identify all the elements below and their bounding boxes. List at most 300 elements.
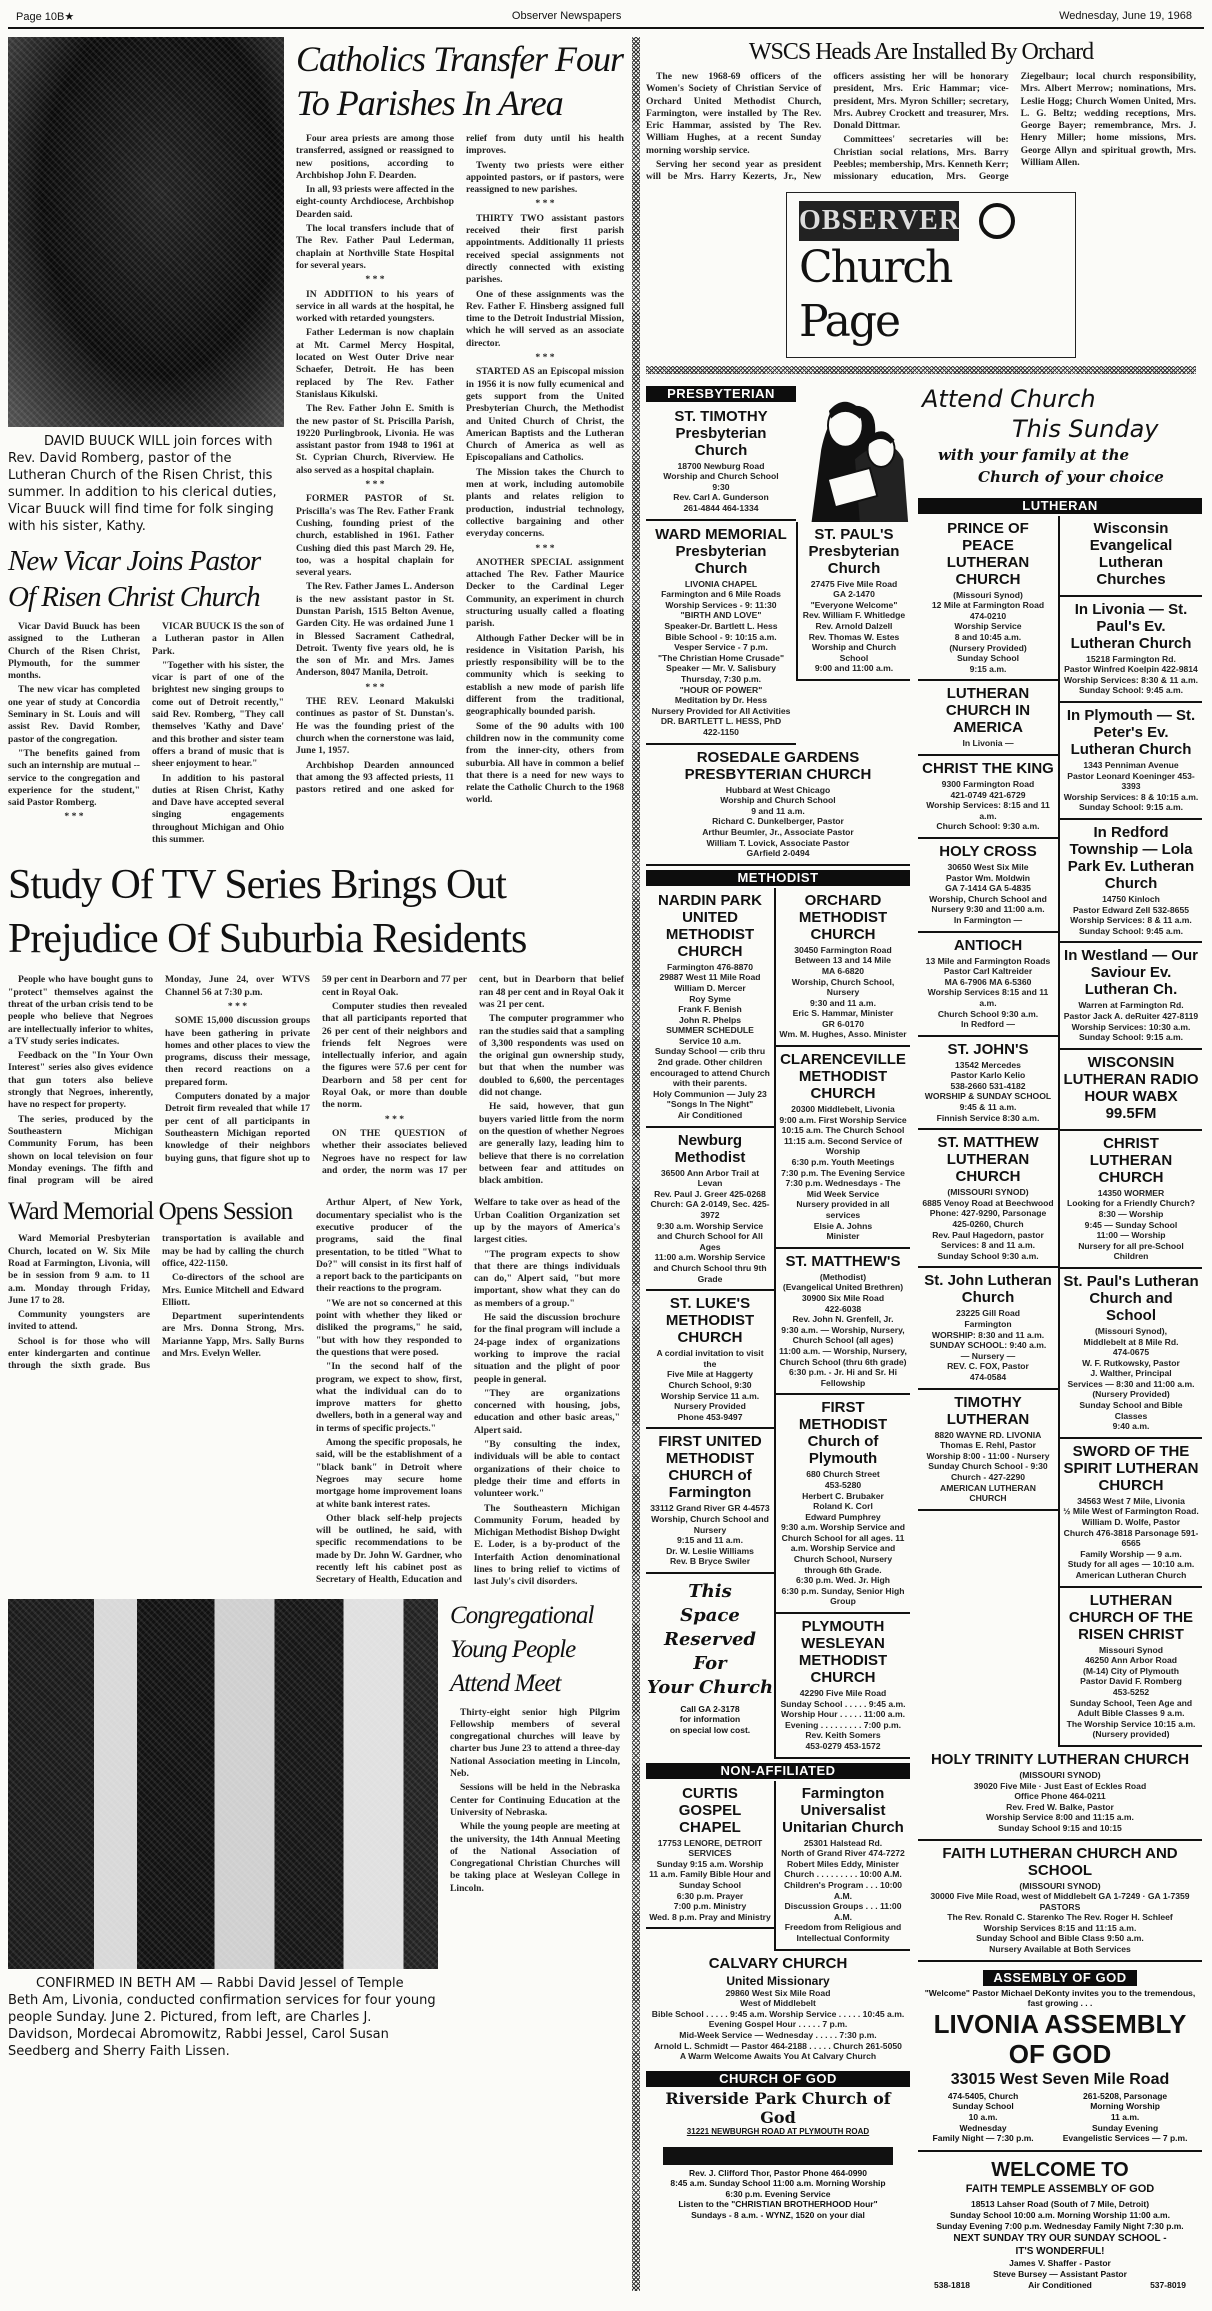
listing-line: A Warm Welcome Awaits You At Calvary Church xyxy=(679,2051,877,2062)
methodist-left-column xyxy=(646,888,774,1574)
page-body xyxy=(0,37,1212,2311)
listing-line: Richard C. Dunkelberger, Pastor xyxy=(712,816,844,827)
listing-line: 9:30 a.m. Worship Service and Church School for All Ages xyxy=(656,1220,764,1252)
listing-line: 11:00 a.m. — Worship, Nursery, Church School (thru 6th grade) xyxy=(779,1345,907,1367)
presbyterian-top xyxy=(646,382,910,522)
listing-line: 29887 West 11 Mile Road xyxy=(659,972,761,983)
article-paragraph: Feedback on the "In Your Own Interest" series also gives evidence that gun toters also believe strongly that Negroes, inherently, have no respect for property. xyxy=(8,1050,153,1111)
church-name: Riverside Park Church of God xyxy=(665,2088,891,2127)
church-name: Newburg Methodist xyxy=(674,1131,746,1166)
article-paragraph: The Rev. Father John E. Smith is the new pastor of St. Priscilla Parish, 19220 Purlingbrook, Livonia. He was assistant pastor from 1948 to 1961 at St. Cyprian Church, Riverview. He also served as a hospital chaplain. xyxy=(296,403,454,476)
info-line: Rev. J. Clifford Thor, Pastor Phone 464-0990 xyxy=(689,2167,867,2178)
church-name: CLARENCEVILLE METHODIST CHURCH xyxy=(780,1051,906,1103)
listing-line: Church School, 9:30 xyxy=(668,1379,752,1390)
listing-line: Worship Services - 9: 11:30 xyxy=(665,599,777,610)
article-paragraph: Computer studies then revealed that all participants reported that 26 per cent of their neighbors and friends felt Negroes were intellectually inferior, and again the figures were 57.6 per cent for Dearborn and 58 per cent for Royal Oak, or more than double the norm. xyxy=(322,1000,467,1111)
lower-stories xyxy=(8,1197,624,1588)
article-paragraph: "They are organizations concerned with housing, jobs, education and other basic areas," Alpert said. xyxy=(474,1387,620,1436)
beth-am-story xyxy=(8,1599,438,2068)
listing-line: Sunday School, Teen Age and Adult Bible Classes 9 a.m. xyxy=(1069,1697,1193,1719)
church-subtitle: United Missionary xyxy=(726,1973,830,1988)
listing-line: Church School 9:30 a.m. xyxy=(937,1008,1039,1019)
church-page-title: Church Page xyxy=(799,241,952,347)
congregational-article xyxy=(450,1707,620,1895)
listing-line: WORSHIP & SUNDAY SCHOOL xyxy=(924,1091,1052,1102)
church-name: ROSEDALE GARDENS PRESBYTERIAN CHURCH xyxy=(684,748,872,783)
listing-line: Worship Service xyxy=(954,621,1022,632)
info-line: 8:45 a.m. Sunday School 11:00 a.m. Morning Worship xyxy=(670,2178,886,2189)
listing-line: Sunday School 9:30 a.m. xyxy=(937,1250,1039,1261)
listing-line: 46250 Ann Arbor Road xyxy=(1084,1655,1177,1666)
section-church-of-god: CHURCH OF GOD xyxy=(646,2071,910,2087)
listing-line: 42290 Five Mile Road xyxy=(799,1688,887,1699)
listing-line: Sunday School and Bible Class 9:50 a.m. xyxy=(976,1933,1144,1944)
listing-line: 14350 WORMER xyxy=(1097,1187,1165,1198)
church-listing xyxy=(776,1249,910,1396)
divider xyxy=(918,2150,1202,2152)
article-paragraph: Serving her second year as president will be Mrs. Harry Kezerts, Jr., New officers assisting her will be honorary president, Mrs. Eric Hammar; vice-president, Mrs. Myron Schiller; secretary, Mrs. Aubrey Crockett and treasurer, Mrs. Donald Dittmar. xyxy=(646,71,1009,183)
church-name: ST. MATTHEW LUTHERAN CHURCH xyxy=(937,1134,1039,1186)
listing-line: AMERICAN LUTHERAN CHURCH xyxy=(940,1482,1036,1504)
article-paragraph: The Southeastern Michigan Community Forum, headed by Michigan Methodist Bishop Dwight E. Loder, is a by-product of the Interfaith Action denominational lines to bring relief to victims of last July's civil disorders. xyxy=(474,1502,620,1588)
listing-line: 474-0675 xyxy=(1112,1347,1150,1358)
listing-line: The Worship Service 10:15 a.m. xyxy=(1066,1718,1196,1729)
listing-line: GR 6-0170 xyxy=(821,1018,865,1029)
listing-line: "Everyone Welcome" xyxy=(810,599,898,610)
paper-name: Observer Newspapers xyxy=(511,10,622,22)
listing-line: Bible School . . . . . 9:45 a.m. Worship Service . . . . . 10:45 a.m. xyxy=(651,2008,905,2019)
church-directory xyxy=(646,382,1199,2291)
article-paragraph: Committees' secretaries will be: Christian social relations, Mrs. Barry Peebles; membership, Mrs. Kenneth Kerr; missionary education, Mrs. George Ziegelbaur; local church responsibility, Mrs. Albert Merrow; nominations, Mrs. Leslie Hogg; Church Women United, Mrs. L. G. Beltz; wedding receptions, Mrs. George Bayer; remembrance, Mrs. J. Henry Miller; home missions, Mrs. George Allyn and spiritual growth, Mrs. William Allen. xyxy=(833,71,1196,183)
listing-line: Worship Services: 8 & 11 a.m. xyxy=(1070,915,1192,926)
listing-line: J. Walther, Principal xyxy=(1090,1368,1172,1379)
listing-line: 30650 West Six Mile xyxy=(947,861,1029,872)
listing-line: Nursery for all pre-School Children xyxy=(1078,1240,1184,1262)
listing-line: Five Mile at Haggerty xyxy=(667,1369,753,1380)
church-name: St. John Lutheran Church xyxy=(924,1272,1052,1307)
listing-line: Evening . . . . . . . . . 7:00 p.m. xyxy=(784,1719,902,1730)
listing-line: Study for all ages — 10:10 a.m. xyxy=(1067,1559,1195,1570)
vicar-article xyxy=(8,621,284,846)
ward-memorial-headline: Ward Memorial Opens Session xyxy=(8,1198,293,1226)
church-name: Farmington Universalist Unitarian Church xyxy=(782,1784,904,1836)
church-name: OF GOD xyxy=(1008,2038,1112,2069)
church-listing xyxy=(646,1429,774,1574)
article-paragraph: The new 1968-69 officers of the Women's Society of Christian Service of Orchard United Methodist Church, Farmington, were installed by The Rev. Eric Hammar, assisted by The Rev. William Hughes, at a recent Sunday morning worship service. xyxy=(646,71,822,156)
listing-line: Minister xyxy=(826,1231,860,1242)
listing-line: Worship Services: 10:30 a.m. xyxy=(1071,1021,1191,1032)
listing-line: (Nursery Provided) xyxy=(1092,1389,1170,1400)
listing-line: "HOUR OF POWER" xyxy=(679,684,763,695)
article-paragraph: ON THE QUESTION of whether their associates believed Negroes have no respect for law and order, the norm was 17 per cent, but in Dearborn that belief ran 48 per cent and in Royal Oak it was 21 per cent. xyxy=(322,974,624,1176)
article-paragraph: THE REV. Leonard Makulski continues as pastor of St. Dunstan's. He was the founding priest of the church when the cornerstone was laid, June 1, 1957. xyxy=(296,696,454,757)
listing-line: Dr. W. Leslie Williams xyxy=(666,1545,754,1556)
church-riverside-park xyxy=(646,2089,910,2221)
church-name: FIRST UNITED METHODIST CHURCH of Farmington xyxy=(658,1433,762,1502)
listing-line: In Farmington — xyxy=(953,914,1023,925)
church-name: LUTHERAN CHURCH OF THE RISEN CHRIST xyxy=(1068,1591,1194,1643)
section-separator: * * * xyxy=(365,274,385,286)
listing-line: Nursery Provided xyxy=(674,1401,746,1412)
listing-line: "The Christian Home Crusade" xyxy=(657,652,785,663)
listing-line: 34563 West 7 Mile, Livonia xyxy=(1077,1495,1185,1506)
listing-line: Church 476-3818 Parsonage 591-6565 xyxy=(1063,1527,1199,1549)
listing-line: Sunday School — crib thru 2nd grade. Other children encouraged to attend Church with their parents. xyxy=(650,1046,770,1089)
article-paragraph: Community youngsters are invited to attend. xyxy=(8,1309,150,1333)
listing-line: 422-6038 xyxy=(824,1303,862,1314)
reserved-phone: Call GA 2-3178 xyxy=(680,1703,740,1714)
church-listing xyxy=(1060,703,1202,820)
article-paragraph: Four area priests are among those transferred, assigned or reassigned to new positions, according to Archbishop John F. Dearden. xyxy=(296,133,454,181)
article-paragraph: "By consulting the index, individuals will be able to contact organizations of their choice to pledge their time and efforts in volunteer work." xyxy=(474,1439,620,1500)
listing-line: GArfield 2-0494 xyxy=(746,848,810,859)
listing-line: 6:30 p.m. Prayer xyxy=(676,1890,744,1901)
article-paragraph: SOME 15,000 discussion groups have been gathering in private homes and other places to view the programs, discuss their message, then record reactions on a prepared form. xyxy=(165,1015,310,1088)
listing-line: A cordial invitation to visit the xyxy=(656,1348,764,1369)
tv-study-article-top xyxy=(8,974,624,1187)
article-paragraph: The local transfers include that of The Rev. Father Paul Lederman, chaplain at Northville State Hospital for several years. xyxy=(296,223,454,271)
article-paragraph: The Rev. Father James L. Anderson is the new assistant pastor in St. Dunstan Parish, 1515 Belton Avenue, Garden City. He was ordained June 1 in Blessed Sacrament Cathedral, Detroit. Twenty five years old, he is the son of Mr. and Mrs. James Anderson, 8047 Manila, Detroit. xyxy=(296,581,454,679)
congregational-story xyxy=(450,1599,620,1897)
listing-line: Freedom from Religious and Intellectual Conformity xyxy=(784,1922,902,1943)
listing-line: Sunday School . . . . . 9:45 a.m. xyxy=(780,1698,906,1709)
listing-line: Speaker — Mr. V. Salisbury xyxy=(665,663,777,674)
church-name: In Westland — Our Saviour Ev. Lutheran Ch. xyxy=(1064,947,1198,999)
listing-line: SUNDAY SCHOOL: 9:40 a.m. xyxy=(929,1340,1047,1351)
listing-line: Wed. 8 p.m. Pray and Ministry xyxy=(649,1911,771,1922)
church-listing xyxy=(776,1614,910,1759)
reserved-info: on special low cost. xyxy=(669,1725,751,1736)
listing-line: 6:30 p.m. Youth Meetings xyxy=(791,1157,895,1168)
listing-line: Rev. Fred W. Balke, Pastor xyxy=(1006,1801,1114,1812)
listing-line: Roy Syme xyxy=(689,993,731,1004)
beth-am-confirmation-photo xyxy=(8,1599,438,1969)
listing-line: 7:00 p.m. Ministry xyxy=(673,1901,747,1912)
church-listing xyxy=(918,1841,1202,1962)
wscs-article xyxy=(646,71,1196,184)
listing-line: — Nursery — xyxy=(960,1350,1016,1361)
listing-line: (MISSOURI SYNOD) xyxy=(947,1187,1029,1198)
bottom-stories xyxy=(8,1599,624,2068)
listing-line: Pastor David F. Romberg xyxy=(1080,1676,1182,1687)
presbyterian-middle xyxy=(646,522,910,745)
listing-line: Rev. Arnold Dalzell xyxy=(815,621,893,632)
listing-line: Hubbard at West Chicago xyxy=(725,784,831,795)
church-listing xyxy=(918,516,1058,682)
listing-line: 30000 Five Mile Road, west of Middlebelt GA 1-7249 · GA 1-7359 xyxy=(930,1891,1190,1902)
listing-line: (Missouri Synod), xyxy=(1094,1325,1168,1336)
church-name: ANTIOCH xyxy=(953,936,1023,954)
listing-line: Family Worship — 9 a.m. xyxy=(1080,1548,1182,1559)
listing-line: (M-14) City of Plymouth xyxy=(1083,1665,1179,1676)
church-listing xyxy=(1060,1588,1202,1747)
section-separator: * * * xyxy=(535,352,555,364)
methodist-listings xyxy=(646,888,910,1759)
section-methodist: METHODIST xyxy=(646,870,910,886)
listing-line: 7:30 p.m. The Evening Service xyxy=(781,1167,905,1178)
church-name: CHRIST LUTHERAN CHURCH xyxy=(1089,1134,1173,1186)
listing-line: Arthur Beumler, Jr., Associate Pastor xyxy=(702,826,854,837)
listing-line: Edward Pumphrey xyxy=(805,1511,881,1522)
listing-line: William D. Mercer xyxy=(674,982,746,993)
headline-line: To Parishes In Area xyxy=(296,83,563,123)
listing-line: Pastor Karlo Kelio xyxy=(950,1070,1026,1081)
article-paragraph: STARTED AS an Episcopal mission in 1956 it is now fully ecumenical and gets support from the United Presbyterian Church, the Methodist and United Church of Christ, the American Baptists and the Lutheran Church of America as well as Episcopalians and Catholics. xyxy=(466,366,624,464)
listing-line: DR. BARTLETT L. HESS, PhD xyxy=(660,716,782,727)
listing-line: Nursery Provided for All Activities xyxy=(651,705,791,716)
listing-line: Speaker-Dr. Bartlett L. Hess xyxy=(664,621,778,632)
listing-line: MA 6-6820 xyxy=(821,965,865,976)
church-name: LUTHERAN CHURCH IN AMERICA xyxy=(945,685,1031,737)
listing-line: 11 a.m. Family Bible Hour and Sunday School xyxy=(649,1869,771,1890)
church-calvary xyxy=(646,1951,910,2067)
article-paragraph: The computer programmer who ran the studies said that a sampling of 3,300 respondents was used on the original gun ownership study, but that when the number was doubled to 6,600, the percentages did not change. xyxy=(479,1013,624,1099)
church-listing xyxy=(918,756,1058,839)
article-paragraph: ANOTHER SPECIAL assignment attached The Rev. Father Maurice Decker to the Cardinal Leger Community, an experiment in church structuring usually called a floating parish. xyxy=(466,556,624,630)
church-name: In Livonia — St. Paul's Ev. Lutheran Church xyxy=(1070,600,1192,652)
listing-line: 29860 West Six Mile Road xyxy=(725,1987,831,1998)
listing-line: Arnold L. Schmidt — Pastor 464-2188 . . . . . Church 261-5050 xyxy=(654,2040,902,2051)
listing-line: 11:15 a.m. Second Service of Worship xyxy=(784,1135,902,1157)
church-name: HOLY CROSS xyxy=(939,842,1037,860)
church-listing xyxy=(918,1747,1202,1841)
section-separator: * * * xyxy=(227,1000,248,1012)
church-listing xyxy=(918,839,1058,933)
methodist-left-wrap xyxy=(646,888,774,1742)
article-paragraph: Among the specific proposals, he said, will be the establishment of a "black bank" in Detroit where Negroes may secure home mortgage home improvement loans at white bank interest rates. xyxy=(316,1437,462,1510)
lutheran-right-column xyxy=(1058,516,1202,1747)
tv-study-continued-story xyxy=(316,1197,620,1588)
article-paragraph: Some of the 90 adults with 100 children now in the community come from the inner-city, others from suburbia. All have in common a belief that there is a need for new ways to relate the Catholic Church to the 1968 world. xyxy=(466,720,624,806)
listing-line: Rev. Paul Hagedorn, pastor xyxy=(932,1229,1044,1240)
church-name: FAITH TEMPLE ASSEMBLY OF GOD xyxy=(965,2182,1155,2195)
tv-study-headline xyxy=(8,858,624,966)
listing-line: Worship Services: 8:15 and 11 a.m. xyxy=(926,800,1050,821)
listing-line: Worship, Church School and Nursery xyxy=(651,1513,769,1535)
church-name: In Redford Township — Lola Park Ev. Lutheran Church xyxy=(1067,824,1195,893)
listing-line: Sunday 9:15 a.m. Worship xyxy=(656,1858,764,1869)
article-paragraph: Department superintendents are Mrs. Donna Strong, Mrs. Marianne Yapp, Mrs. Sally Burns and Mrs. Evelyn Weller. xyxy=(162,1311,304,1360)
church-listing xyxy=(776,888,910,1047)
listing-line: "BIRTH AND LOVE" xyxy=(680,610,762,621)
listing-line: Air Conditioned xyxy=(677,1110,743,1121)
church-name: Wisconsin Evangelical Lutheran Churches xyxy=(1089,519,1173,588)
church-listing xyxy=(1060,516,1202,597)
listing-line: 15218 Farmington Rd. xyxy=(1086,653,1176,664)
listing-line: WORSHIP: 8:30 and 11 a.m. xyxy=(931,1329,1045,1340)
headline-line: Prejudice Of Suburbia Residents xyxy=(8,916,527,963)
church-listing xyxy=(646,1128,774,1292)
church-listing xyxy=(646,522,796,745)
listing-line: Eric S. Hammar, Minister xyxy=(792,1008,894,1019)
listing-line: 27475 Five Mile Road xyxy=(810,578,898,589)
church-name: HOLY TRINITY LUTHERAN CHURCH xyxy=(930,1750,1190,1768)
listing-line: Phone 453-9497 xyxy=(677,1411,743,1422)
article-paragraph: One of these assignments was the Rev. Father F. Hinsberg assigned full time to the Detroit Industrial Mission, which he will served as an associate director. xyxy=(466,288,624,349)
listing-line: 13542 Mercedes xyxy=(955,1059,1021,1070)
article-paragraph: The Mission takes the Church to men at work, including automobile plants and relates religion to production, industrial technology, collective bargaining and other everyday concerns. xyxy=(466,466,624,540)
listing-line: 33112 Grand River GR 4-4573 xyxy=(650,1503,770,1514)
church-name: ORCHARD METHODIST CHURCH xyxy=(798,891,888,943)
church-name: ST. PAUL'S Presbyterian Church xyxy=(808,525,900,577)
church-listing xyxy=(646,888,774,1128)
listing-line: Rev. Keith Somers xyxy=(805,1730,881,1741)
listing-line: 39020 Five Mile · Just East of Eckles Road xyxy=(973,1780,1147,1791)
church-listing xyxy=(798,522,910,681)
headline-line: Of Risen Christ Church xyxy=(8,581,260,613)
listing-line: Pastor Winfred Koelpin 422-9814 xyxy=(1064,664,1198,675)
listing-line: SERVICES xyxy=(688,1848,732,1859)
church-name: In Plymouth — St. Peter's Ev. Lutheran Church xyxy=(1066,707,1196,759)
listing-line: 14750 Kinloch xyxy=(1102,894,1160,905)
listing-line: Sunday School: 9:45 a.m. xyxy=(1078,685,1184,696)
listing-line: Church - 427-2290 xyxy=(950,1471,1026,1482)
church-listing xyxy=(1060,1439,1202,1588)
listing-line: Robert Miles Eddy, Minister xyxy=(786,1858,900,1869)
observer-logo: OBSERVER xyxy=(799,201,959,241)
church-name: CURTIS GOSPEL CHAPEL xyxy=(678,1784,742,1836)
article-paragraph: "In the second half of the program, we expect to show, first, what the individual can do to improve matters for ghetto dwellers, both in a general way and in terms of specific projects." xyxy=(316,1361,462,1434)
listing-line: Service 10 a.m. xyxy=(678,1035,742,1046)
zigzag-border xyxy=(632,37,640,2291)
church-name: WARD MEMORIAL Presbyterian Church xyxy=(655,525,787,577)
beth-am-photo-caption: CONFIRMED IN BETH AM — Rabbi David Jessel of Temple Beth Am, Livonia, conducted confirmation services for four young people Sunday. June 2. Pictured, from left, are Charles J. Davidson, Mordecai Abromowitz, Rabbi Jessel, Carol Susan Seedberg and Sherry Faith Lissen. xyxy=(8,1975,436,2059)
article-paragraph: While the young people are meeting at the university, the 14th Annual Meeting of the National Association of Congregational Christian Churches will be taking place at Wesleyan College in Lincoln. xyxy=(450,1821,620,1894)
tv-study-article-continued xyxy=(316,1197,620,1588)
listing-line: 8 and 10:45 a.m. xyxy=(954,632,1022,643)
reserved-info: for information xyxy=(679,1714,741,1725)
listing-line: 9:45 — Sunday School xyxy=(1084,1219,1178,1230)
listing-line: 30900 Six Mile Road xyxy=(801,1292,885,1303)
church-st-pauls-presbyterian xyxy=(796,522,910,681)
listing-line: 453-5252 xyxy=(1112,1686,1150,1697)
church-name: FAITH LUTHERAN CHURCH AND SCHOOL xyxy=(942,1844,1178,1879)
listing-line: 425-0260, Church xyxy=(952,1219,1024,1230)
church-listing xyxy=(1060,820,1202,943)
listing-line: Worship Service 11 a.m. xyxy=(660,1390,760,1401)
listing-line: William T. Lovick, Associate Pastor xyxy=(706,837,850,848)
church-building-drawing xyxy=(663,2139,893,2165)
church-name: ST. MATTHEW'S xyxy=(785,1252,901,1270)
listing-line: Sunday School: 9:45 a.m. xyxy=(1078,925,1184,936)
ward-memorial-article xyxy=(8,1233,304,1372)
praying-boys-illustration xyxy=(800,382,910,522)
church-listing xyxy=(1060,1131,1202,1269)
listing-line: 6885 Venoy Road at Beechwood xyxy=(922,1197,1054,1208)
listing-line: Worship and Church School xyxy=(720,795,836,806)
headline-line: New Vicar Joins Pastor xyxy=(8,545,261,577)
church-name: SWORD OF THE SPIRIT LUTHERAN CHURCH xyxy=(1063,1442,1199,1494)
listing-line: PASTORS xyxy=(1039,1901,1081,1912)
listing-line: Thomas E. Rehl, Pastor xyxy=(940,1440,1036,1451)
listing-line: (MISSOURI SYNOD) xyxy=(1019,1769,1101,1780)
article-paragraph: School is for those who will enter kindergarten and continue through the sixth grade. Bus transportation is available and may be had by calling the church office, 422-1150. xyxy=(8,1233,304,1372)
listing-line: ½ Mile West of Farmington Road. xyxy=(1063,1506,1199,1517)
article-paragraph: "We are not so concerned at this point with whether they liked or disliked the programs," he said, "but with how they responded to the questions that were posed. xyxy=(316,1297,462,1358)
listing-line: Worship Service 8:00 and 11:15 a.m. xyxy=(986,1812,1134,1823)
catholics-story xyxy=(296,37,624,807)
church-name: WISCONSIN LUTHERAN RADIO HOUR WABX 99.5FM xyxy=(1063,1053,1199,1122)
church-address: 31221 NEWBURGH ROAD AT PLYMOUTH ROAD xyxy=(686,2126,870,2136)
article-paragraph: Thirty-eight senior high Pilgrim Fellowship members of several congregational churches will leave by charter bus June 23 to attend a three-day National Association meeting in Lincoln, Neb. xyxy=(450,1706,620,1780)
listing-line: 9:30 a.m. Worship Service and Church School for all ages. 11 a.m. Worship Service and Church School, Nursery through 6th Grade. xyxy=(780,1522,906,1575)
listing-line: Wm. M. Hughes, Asso. Minister xyxy=(779,1029,907,1040)
listing-line: Rev. William F. Whitledge xyxy=(802,610,906,621)
methodist-right-column xyxy=(774,888,910,1759)
listing-line: Worship Services 8:15 and 11:15 a.m. xyxy=(983,1922,1137,1933)
listing-line: 474-0210 xyxy=(969,610,1007,621)
listing-line: 8820 WAYNE RD. LIVONIA xyxy=(934,1429,1042,1440)
church-listing xyxy=(918,681,1058,756)
church-listing xyxy=(646,1781,774,1930)
church-st-timothy xyxy=(646,404,796,521)
section-separator: * * * xyxy=(365,479,385,491)
listing-line: 680 Church Street xyxy=(806,1469,880,1480)
news-column xyxy=(8,37,632,2291)
listing-line: John R. Phelps xyxy=(678,1014,742,1025)
listing-line: 9:30 and 11 a.m. xyxy=(810,997,876,1008)
attend-church-line1: Attend Church xyxy=(922,384,1096,413)
listing-line: Worship Services: 8 & 10:15 a.m. xyxy=(1063,791,1199,802)
listing-line: William D. Wolfe, Pastor xyxy=(1081,1517,1181,1528)
article-paragraph: Ward Memorial Presbyterian Church, located on W. Six Mile Road at Farmington, Livonia, will be in session from 9 a.m. to 11 a.m. Monday through Friday, June 17 to 28. xyxy=(8,1233,150,1306)
lutheran-listings xyxy=(918,516,1202,1747)
listing-line: Thursday, 7:30 p.m. xyxy=(680,674,762,685)
article-paragraph: In all, 93 priests were affected in the eight-county Archdiocese, Archbishop Dearden said. xyxy=(296,184,454,220)
catholics-article xyxy=(296,133,624,807)
church-listing xyxy=(776,1781,910,1951)
church-listing xyxy=(646,1291,774,1429)
info-line: 6:30 p.m. Evening Service xyxy=(725,2188,831,2199)
vicar-headline xyxy=(8,543,284,615)
info-line: Sundays - 8 a.m. - WYNZ, 1520 on your dial xyxy=(691,2210,865,2221)
church-listing xyxy=(1060,1050,1202,1131)
listing-line: 7:30 p.m. Wednesdays - The Mid Week Service xyxy=(785,1178,901,1199)
listing-line: Children's Program . . . 10:00 A.M. xyxy=(783,1879,903,1901)
listing-line: The Rev. Ronald C. Starenko The Rev. Roger H. Schleef xyxy=(947,1912,1173,1923)
lutheran-wide-listings xyxy=(918,1747,1202,1962)
listing-line: 9:40 a.m. xyxy=(1112,1421,1150,1432)
article-paragraph: Co-directors of the school are Mrs. Eunice Mitchell and Edward Elliott. xyxy=(162,1272,304,1308)
listing-line: 11:00 a.m. Worship Service and Church School thru 9th Grade xyxy=(653,1252,767,1284)
church-ward-memorial xyxy=(646,522,796,745)
listing-line: GA 7-1414 GA 5-4835 xyxy=(945,883,1031,894)
listing-line: 9:30 xyxy=(712,481,730,492)
listing-line: 9:15 and 11 a.m. xyxy=(677,1535,743,1546)
listing-line: GA 2-1470 xyxy=(833,589,875,600)
directory-left xyxy=(646,382,910,2221)
listing-line: Missouri Synod xyxy=(1099,1644,1163,1655)
church-address: 33015 West Seven Mile Road xyxy=(950,2070,1170,2088)
listing-line: 422-1150 xyxy=(703,726,739,737)
church-rosedale-gardens xyxy=(646,745,910,866)
listing-line: Elsie A. Johns xyxy=(813,1220,873,1231)
listing-line: Nursery provided in all services xyxy=(796,1199,890,1221)
assembly-intro: "Welcome" Pastor Michael DeKonty invites you to the tremendous, fast growing . . . xyxy=(924,1987,1196,2009)
reserved-space-ad xyxy=(646,1574,774,1742)
article-paragraph: In addition to his pastoral duties at Risen Christ, Kathy and Dave have accepted several singing engagements throughout Michigan and Ohio this summer. xyxy=(152,772,284,846)
listing-line: Rev. John N. Grenfell, Jr. xyxy=(792,1314,894,1325)
listing-line: 11:00 — Worship xyxy=(1096,1230,1166,1241)
listing-line: In Redford — xyxy=(961,1019,1015,1030)
listing-line: 9:30 a.m. — Worship, Nursery, Church School (all ages) xyxy=(781,1324,905,1346)
vicar-photo-caption: DAVID BUUCK WILL join forces with Rev. David Romberg, pastor of the Lutheran Church of the Risen Christ, this summer. In addition to his clerical duties, Vicar Buuck will find time for folk singing with his sister, Kathy. xyxy=(8,434,277,534)
listing-line: 9:45 & 11 a.m. xyxy=(959,1102,1017,1113)
article-paragraph: Archbishop Dearden announced that among the 93 affected priests, 11 pastors retired and one asked for relief from duty until his health improves. xyxy=(296,133,624,796)
listing-line: Mid-Week Service — Wednesday . . . . . 7:30 p.m. xyxy=(679,2029,877,2040)
listing-line: Holy Communion — July 23 xyxy=(653,1088,767,1099)
church-farmington-unitarian xyxy=(774,1781,910,1951)
